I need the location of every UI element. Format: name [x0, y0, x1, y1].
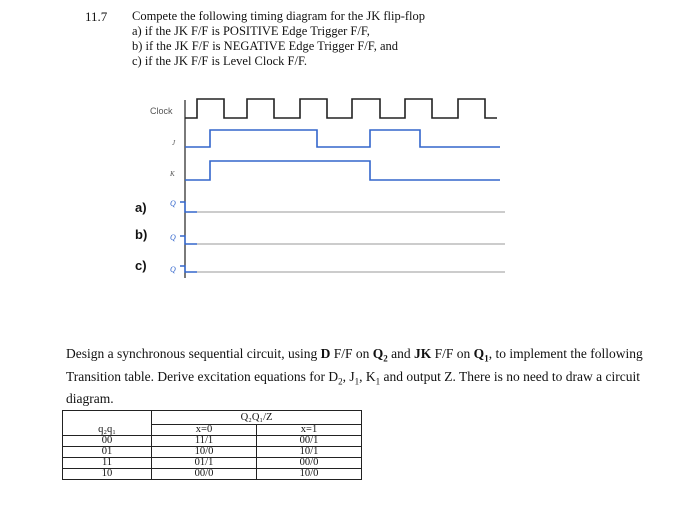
row-x1: 10/0 — [257, 469, 362, 480]
state-header: q₂q₁ — [63, 425, 152, 436]
row-x1: 00/1 — [257, 436, 362, 447]
part-c-label: c) — [135, 258, 147, 273]
part-b-label: b) — [135, 227, 148, 242]
row-state: 11 — [63, 458, 152, 469]
problem-part-a: a) if the JK F/F is POSITIVE Edge Trigger F/F, — [132, 24, 370, 38]
table-corner — [63, 411, 152, 425]
problem-number: 11.7 — [85, 9, 108, 24]
x1-header: x=1 — [257, 425, 362, 436]
design-problem-text: Design a synchronous sequential circuit, using D F/F on $Q_2$ and JK F/F on $Q_1$, to implement the following Transition table. Derive excitation equations for $D_2$, $J_1$, $K_1$ and output Z. There is no need to draw a circuit diagram. — [66, 346, 643, 407]
k-waveform — [185, 161, 500, 180]
problem-title: Compete the following timing diagram for the JK flip-flop — [132, 9, 425, 23]
table-row — [63, 436, 362, 447]
part-a-label: a) — [135, 200, 147, 215]
row-state: 10 — [63, 469, 152, 480]
k-label: K — [170, 170, 175, 178]
row-state: 01 — [63, 447, 152, 458]
table-row — [63, 458, 362, 469]
row-x1: 00/0 — [257, 458, 362, 469]
problem-part-b: b) if the JK F/F is NEGATIVE Edge Trigger F/F, and — [132, 39, 399, 53]
q-output-line-c — [180, 266, 197, 272]
q-output-line-a — [180, 202, 197, 212]
j-label: J — [172, 139, 176, 147]
transition-table — [62, 410, 362, 480]
next-state-header: Q₂Q₁/Z — [152, 411, 362, 425]
row-x1: 10/1 — [257, 447, 362, 458]
x0-header: x=0 — [152, 425, 257, 436]
clock-waveform — [185, 99, 497, 118]
table-row — [63, 447, 362, 458]
row-state: 00 — [63, 436, 152, 447]
row-x0: 01/1 — [152, 458, 257, 469]
q-label-c: Q — [170, 265, 176, 274]
q-output-line-b — [180, 236, 197, 244]
table-row — [63, 469, 362, 480]
row-x0: 00/0 — [152, 469, 257, 480]
problem-part-c: c) if the JK F/F is Level Clock F/F. — [132, 54, 308, 68]
row-x0: 10/0 — [152, 447, 257, 458]
q-label-a: Q — [170, 199, 176, 208]
clock-label: Clock — [150, 106, 173, 116]
q-label-b: Q — [170, 233, 176, 242]
j-waveform — [185, 130, 500, 147]
row-x0: 11/1 — [152, 436, 257, 447]
